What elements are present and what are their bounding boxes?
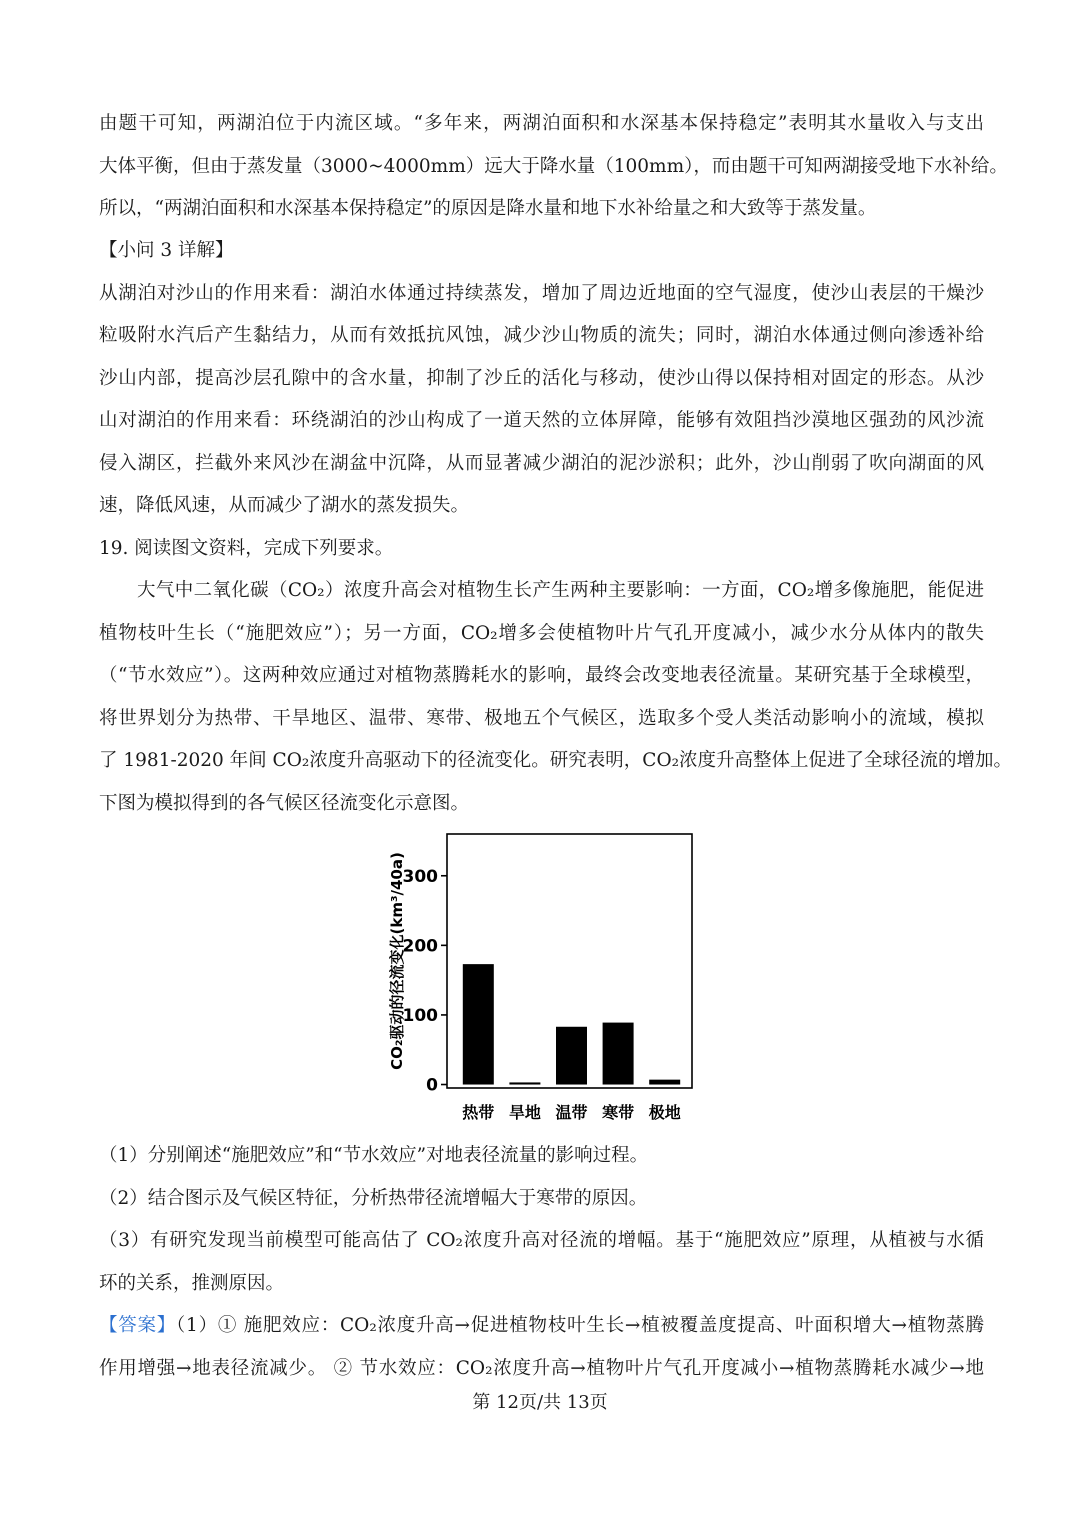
q3-line-1: 从湖泊对沙山的作用来看：湖泊水体通过持续蒸发，增加了周边近地面的空气湿度，使沙山表层的干燥沙 [99,283,984,304]
sub-question-1: （1）分别阐述“施肥效应”和“节水效应”对地表径流量的影响过程。 [99,1145,649,1166]
bar-0 [463,964,494,1084]
x-tick-label: 极地 [648,1103,681,1122]
material-line-5: 了 1981-2020 年间 CO₂浓度升高驱动下的径流变化。研究表明，CO₂浓度升高整体上促进了全球径流的增加。 [99,750,1013,771]
sub-question-3-line-2: 环的关系，推测原因。 [99,1273,285,1294]
y-tick-label: 300 [402,866,438,887]
q2-line-1: 由题干可知，两湖泊位于内流区域。“多年来，两湖泊面积和水深基本保持稳定”表明其水量收入与支出 [99,113,984,134]
material-line-4: 将世界划分为热带、干旱地区、温带、寒带、极地五个气候区，选取多个受人类活动影响小的流域，模拟 [99,708,984,729]
runoff-change-bar-chart [380,830,710,1130]
answer-tag: 【答案】 [99,1315,177,1336]
x-tick-label: 热带 [462,1103,495,1122]
material-line-3: （“节水效应”）。这两种效应通过对植物蒸腾耗水的影响，最终会改变地表径流量。某研究基于全球模型， [99,665,984,686]
q3-line-6: 速，降低风速，从而减少了湖水的蒸发损失。 [99,495,470,516]
material-line-1: 大气中二氧化碳（CO₂）浓度升高会对植物生长产生两种主要影响：一方面，CO₂增多像施肥，能促进 [137,580,984,601]
bar-4 [649,1080,680,1085]
q2-line-2: 大体平衡，但由于蒸发量（3000~4000mm）远大于降水量（100mm），而由题干可知两湖接受地下水补给。 [99,156,1008,177]
q3-heading: 【小问 3 详解】 [99,240,234,261]
sub-question-2: （2）结合图示及气候区特征，分析热带径流增幅大于寒带的原因。 [99,1188,648,1209]
x-tick-label: 温带 [555,1103,588,1122]
q2-line-3: 所以，“两湖泊面积和水深基本保持稳定”的原因是降水量和地下水补给量之和大致等于蒸发量。 [99,198,877,219]
q3-line-3: 沙山内部，提高沙层孔隙中的含水量，抑制了沙丘的活化与移动，使沙山得以保持相对固定的形态。从沙 [99,368,984,389]
bar-2 [556,1027,587,1085]
bar-3 [603,1023,634,1085]
x-tick-label: 寒带 [602,1103,635,1122]
material-line-6: 下图为模拟得到的各气候区径流变化示意图。 [99,793,470,814]
sub-question-3-line-1: （3）有研究发现当前模型可能高估了 CO₂浓度升高对径流的增幅。基于“施肥效应”原理，从植被与水循 [99,1230,984,1251]
x-tick-label: 旱地 [508,1103,541,1122]
q3-line-5: 侵入湖区，拦截外来风沙在湖盆中沉降，从而显著减少湖泊的泥沙淤积；此外，沙山削弱了吹向湖面的风 [99,453,984,474]
bar-1 [509,1082,540,1084]
y-axis-label: CO₂驱动的径流变化(km³/40a) [388,852,406,1070]
q3-line-4: 山对湖泊的作用来看：环绕湖泊的沙山构成了一道天然的立体屏障，能够有效阻挡沙漠地区强劲的风沙流 [99,410,984,431]
q3-line-2: 粒吸附水汽后产生黏结力，从而有效抵抗风蚀，减少沙山物质的流失；同时，湖泊水体通过侧向渗透补给 [99,325,984,346]
answer-line-2: 作用增强→地表径流减少。 ② 节水效应：CO₂浓度升高→植物叶片气孔开度减小→植物蒸腾耗水减少→地 [99,1358,984,1379]
y-tick-label: 100 [402,1005,438,1026]
answer-text-1: （1）① 施肥效应：CO₂浓度升高→促进植物枝叶生长→植被覆盖度提高、叶面积增大→植物蒸腾 [176,1315,984,1336]
material-line-2: 植物枝叶生长（“施肥效应”）；另一方面，CO₂增多会使植物叶片气孔开度减小，减少水分从体内的散失 [99,623,984,644]
answer-line-1 [99,1313,984,1339]
page-footer: 第 12页/共 13页 [472,1392,608,1413]
y-tick-label: 200 [402,936,438,957]
question-19-title: 19. 阅读图文资料，完成下列要求。 [99,538,394,559]
y-tick-label: 0 [426,1075,438,1096]
